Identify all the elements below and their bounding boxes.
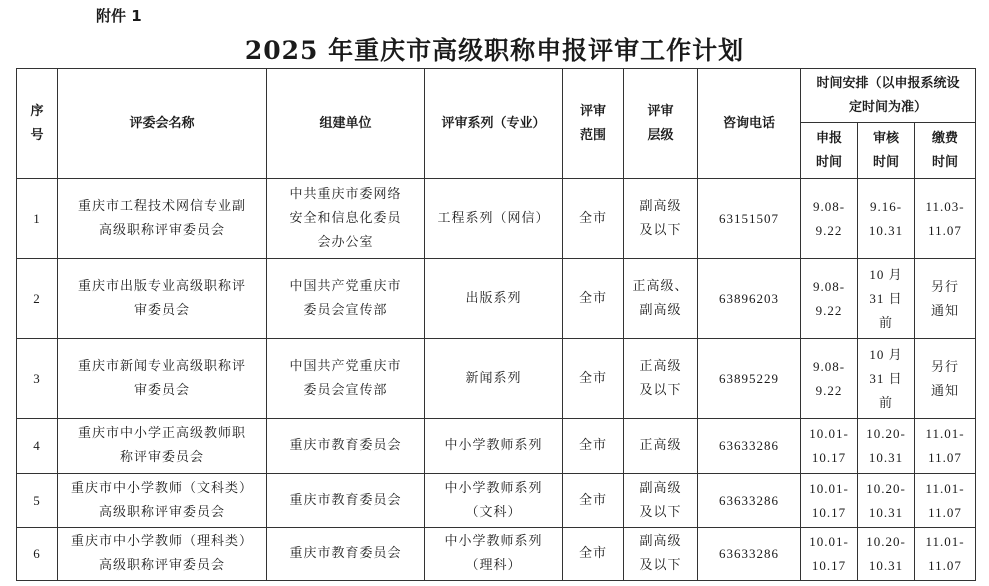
header-phone: 咨询电话 [698,69,801,179]
page-title: 2025 年重庆市高级职称申报评审工作计划 [244,36,745,65]
apply-time: 10.01- 10.17 [801,528,858,581]
review-time: 10.20- 10.31 [858,474,915,528]
row-index: 1 [17,179,58,259]
plan-table [16,68,976,581]
apply-time: 10.01- 10.17 [801,474,858,528]
row-index: 5 [17,474,58,528]
table-row [17,474,976,528]
apply-time: 9.08- 9.22 [801,339,858,419]
review-level: 副高级 及以下 [624,474,698,528]
row-index: 4 [17,419,58,474]
row-index: 6 [17,528,58,581]
review-level: 正高级 及以下 [624,339,698,419]
review-level: 正高级、 副高级 [624,259,698,339]
committee-name: 重庆市出版专业高级职称评 审委员会 [58,259,267,339]
apply-time: 9.08- 9.22 [801,179,858,259]
header-pay-time: 缴费 时间 [915,123,976,179]
pay-time: 11.03- 11.07 [915,179,976,259]
header-series: 评审系列（专业） [425,69,563,179]
review-series: 中小学教师系列 [425,419,563,474]
review-time: 9.16- 10.31 [858,179,915,259]
pay-time: 11.01- 11.07 [915,528,976,581]
organizing-unit: 重庆市教育委员会 [267,419,425,474]
header-scope: 评审 范围 [563,69,624,179]
apply-time: 10.01- 10.17 [801,419,858,474]
review-series: 工程系列（网信） [425,179,563,259]
committee-name: 重庆市中小学教师（文科类） 高级职称评审委员会 [58,474,267,528]
review-time: 10 月 31 日 前 [858,259,915,339]
contact-phone: 63633286 [698,474,801,528]
table-row [17,419,976,474]
contact-phone: 63151507 [698,179,801,259]
committee-name: 重庆市新闻专业高级职称评 审委员会 [58,339,267,419]
table-row [17,339,976,419]
header-index: 序 号 [17,69,58,179]
review-series: 中小学教师系列 （文科） [425,474,563,528]
table-row [17,528,976,581]
table-row [17,179,976,259]
review-time: 10.20- 10.31 [858,528,915,581]
attachment-label: 附件 1 [96,7,142,25]
contact-phone: 63895229 [698,339,801,419]
review-scope: 全市 [563,528,624,581]
pay-time: 11.01- 11.07 [915,419,976,474]
review-scope: 全市 [563,339,624,419]
review-series: 中小学教师系列 （理科） [425,528,563,581]
organizing-unit: 中共重庆市委网络 安全和信息化委员 会办公室 [267,179,425,259]
contact-phone: 63633286 [698,528,801,581]
header-apply-time: 申报 时间 [801,123,858,179]
organizing-unit: 重庆市教育委员会 [267,528,425,581]
review-scope: 全市 [563,474,624,528]
pay-time: 11.01- 11.07 [915,474,976,528]
header-level: 评审 层级 [624,69,698,179]
header-schedule: 时间安排（以申报系统设 定时间为准） [801,69,976,123]
row-index: 2 [17,259,58,339]
review-time: 10.20- 10.31 [858,419,915,474]
apply-time: 9.08- 9.22 [801,259,858,339]
review-time: 10 月 31 日 前 [858,339,915,419]
pay-time: 另行 通知 [915,339,976,419]
contact-phone: 63896203 [698,259,801,339]
committee-name: 重庆市工程技术网信专业副 高级职称评审委员会 [58,179,267,259]
header-review-time: 审核 时间 [858,123,915,179]
review-scope: 全市 [563,419,624,474]
header-org: 组建单位 [267,69,425,179]
row-index: 3 [17,339,58,419]
table-row [17,259,976,339]
review-scope: 全市 [563,179,624,259]
review-level: 正高级 [624,419,698,474]
organizing-unit: 中国共产党重庆市 委员会宣传部 [267,339,425,419]
review-scope: 全市 [563,259,624,339]
contact-phone: 63633286 [698,419,801,474]
organizing-unit: 重庆市教育委员会 [267,474,425,528]
review-level: 副高级 及以下 [624,179,698,259]
pay-time: 另行 通知 [915,259,976,339]
review-series: 出版系列 [425,259,563,339]
header-name: 评委会名称 [58,69,267,179]
committee-name: 重庆市中小学正高级教师职 称评审委员会 [58,419,267,474]
committee-name: 重庆市中小学教师（理科类） 高级职称评审委员会 [58,528,267,581]
organizing-unit: 中国共产党重庆市 委员会宣传部 [267,259,425,339]
review-series: 新闻系列 [425,339,563,419]
review-level: 副高级 及以下 [624,528,698,581]
